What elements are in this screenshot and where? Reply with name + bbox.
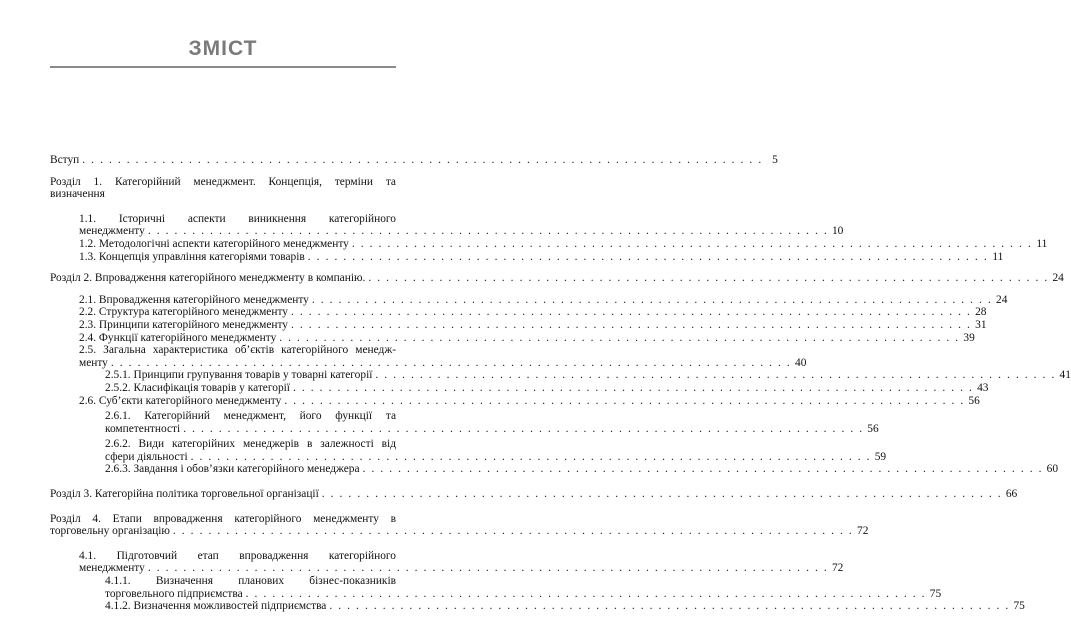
dot-leader bbox=[82, 154, 763, 167]
toc-page-number: 56 bbox=[867, 422, 879, 435]
toc-entry-1-1[interactable] bbox=[79, 212, 844, 238]
toc-entry-text-cont: визначення bbox=[50, 188, 105, 201]
toc-entry-text: 2.5.1. Принципи групування товарів у товарні категорії bbox=[105, 369, 373, 382]
page-title: ЗМІСТ bbox=[188, 37, 258, 60]
toc-page-number: 5 bbox=[772, 154, 778, 166]
toc-entry-text: Вступ bbox=[50, 154, 80, 166]
toc-entry-text: Розділ 2. Впровадження категорійного менеджменту в компанію. bbox=[50, 272, 366, 285]
toc-entry-2-6-2[interactable] bbox=[105, 438, 887, 463]
dot-leader bbox=[111, 357, 792, 370]
toc-page-number: 75 bbox=[929, 587, 942, 600]
dot-leader bbox=[148, 225, 829, 238]
dot-leader bbox=[322, 488, 1003, 501]
toc-entry-text: 1.1. Історичні аспекти виникнення категорійного bbox=[79, 212, 396, 225]
toc-entry-4-1[interactable] bbox=[79, 549, 844, 575]
dot-leader bbox=[183, 423, 864, 436]
toc-page-number: 11 bbox=[1036, 237, 1048, 250]
toc-page-number: 10 bbox=[831, 225, 844, 238]
dot-leader bbox=[173, 525, 854, 538]
toc-entry-2-6-1[interactable] bbox=[105, 410, 879, 435]
toc-entry-text-cont: сфери діяльності bbox=[105, 450, 188, 463]
toc-entry-2-1[interactable] bbox=[79, 293, 1008, 307]
dot-leader bbox=[312, 294, 993, 307]
dot-leader bbox=[191, 451, 872, 464]
toc-entry-text: 1.2. Методологічні аспекти категорійного менеджменту bbox=[79, 237, 349, 250]
toc-entry-text: 2.6.3. Завдання і обов’язки категорійного менеджера bbox=[105, 463, 360, 476]
toc-entry-text-cont: менеджменту bbox=[79, 225, 145, 238]
toc-entry-text-cont: менеджменту bbox=[79, 562, 145, 575]
toc-page-number: 72 bbox=[857, 525, 869, 538]
toc-entry-text: 4.1.2. Визначення можливостей підприємства bbox=[105, 600, 327, 613]
toc-entry-2-3[interactable] bbox=[79, 318, 987, 332]
toc-page-number: 39 bbox=[963, 331, 975, 344]
toc-entry-vstup[interactable] bbox=[50, 154, 778, 167]
toc-entry-2-5-1[interactable] bbox=[105, 369, 1071, 382]
table-of-contents bbox=[50, 154, 1071, 613]
toc-entry-1-2[interactable] bbox=[79, 237, 1048, 251]
toc-entry-2-2[interactable] bbox=[79, 306, 987, 319]
toc-page-number: 24 bbox=[1052, 272, 1064, 285]
toc-page-number: 24 bbox=[996, 293, 1008, 306]
dot-leader bbox=[291, 306, 972, 319]
toc-entry-text: 2.1. Впровадження категорійного менеджменту bbox=[79, 293, 309, 306]
toc-entry-text: Розділ 3. Категорійна політика торговельної організації bbox=[50, 488, 319, 501]
dot-leader bbox=[293, 382, 974, 395]
dot-leader bbox=[308, 251, 989, 264]
toc-entry-text-cont: торговельного підприємства bbox=[105, 587, 243, 600]
dot-leader bbox=[352, 238, 1033, 251]
toc-entry-section-3[interactable] bbox=[50, 488, 1018, 501]
toc-page-number: 56 bbox=[968, 394, 980, 407]
toc-page-number: 11 bbox=[992, 250, 1004, 263]
toc-entry-text: 2.5. Загальна характеристика об’єктів категорійного менедж- bbox=[79, 344, 396, 357]
dot-leader bbox=[246, 588, 927, 601]
toc-page-number: 43 bbox=[977, 381, 989, 394]
toc-entry-text: Розділ 4. Етапи впровадження категорійного менеджменту в bbox=[50, 512, 396, 525]
toc-entry-2-5-2[interactable] bbox=[105, 381, 989, 395]
toc-entry-section-2[interactable] bbox=[50, 272, 1064, 285]
toc-entry-4-1-2[interactable] bbox=[105, 600, 1025, 613]
toc-entry-text-cont: менту bbox=[79, 356, 108, 369]
dot-leader bbox=[291, 319, 972, 332]
toc-entry-2-6[interactable] bbox=[79, 394, 980, 408]
toc-entry-text-cont: торговельну організацію bbox=[50, 525, 170, 538]
toc-entry-text: 2.2. Структура категорійного менеджменту bbox=[79, 306, 288, 319]
toc-entry-text: 2.6. Суб’єкти категорійного менеджменту bbox=[79, 394, 282, 407]
dot-leader bbox=[363, 463, 1044, 476]
toc-entry-text: 2.6.2. Види категорійних менеджерів в залежності від bbox=[105, 438, 396, 451]
toc-page-number: 40 bbox=[795, 356, 807, 369]
toc-entry-text-cont: компетентності bbox=[105, 422, 181, 435]
toc-entry-section-4[interactable] bbox=[50, 512, 869, 538]
dot-leader bbox=[375, 369, 1056, 382]
toc-entry-2-5[interactable] bbox=[79, 344, 807, 369]
toc-page-number: 75 bbox=[1013, 600, 1025, 613]
toc-entry-text: 4.1.1. Визначення планових бізнес-показників bbox=[105, 575, 396, 588]
toc-entry-1-3[interactable] bbox=[79, 250, 1004, 264]
toc-page-number: 66 bbox=[1005, 488, 1018, 501]
toc-page-number: 60 bbox=[1046, 463, 1059, 476]
dot-leader bbox=[279, 332, 960, 345]
toc-entry-section-1[interactable] bbox=[50, 176, 396, 201]
toc-entry-text: 2.4. Функції категорійного менеджменту bbox=[79, 331, 277, 344]
toc-page-number: 28 bbox=[975, 306, 987, 319]
toc-page-number: 72 bbox=[831, 562, 844, 575]
toc-entry-text: 2.3. Принципи категорійного менеджменту bbox=[79, 318, 289, 331]
toc-entry-text: Розділ 1. Категорійний менеджмент. Концепція, терміни та bbox=[50, 175, 396, 188]
toc-entry-4-1-1[interactable] bbox=[105, 575, 942, 600]
toc-entry-text: 2.5.2. Класифікація товарів у категорії bbox=[105, 381, 290, 394]
toc-page-number: 41 bbox=[1059, 369, 1071, 382]
dot-leader bbox=[368, 272, 1049, 285]
dot-leader bbox=[284, 395, 965, 408]
toc-entry-text: 1.3. Концепція управління категоріями товарів bbox=[79, 250, 305, 263]
title-underline bbox=[50, 66, 396, 68]
dot-leader bbox=[329, 600, 1010, 613]
toc-entry-text: 2.6.1. Категорійний менеджмент, його функції та bbox=[105, 410, 396, 423]
dot-leader bbox=[148, 562, 829, 575]
toc-page-number: 59 bbox=[874, 450, 887, 463]
toc-entry-2-4[interactable] bbox=[79, 331, 975, 345]
toc-entry-2-6-3[interactable] bbox=[105, 463, 1059, 476]
toc-entry-text: 4.1. Підготовчий етап впровадження категорійного bbox=[79, 549, 396, 562]
toc-page-number: 31 bbox=[975, 318, 987, 331]
